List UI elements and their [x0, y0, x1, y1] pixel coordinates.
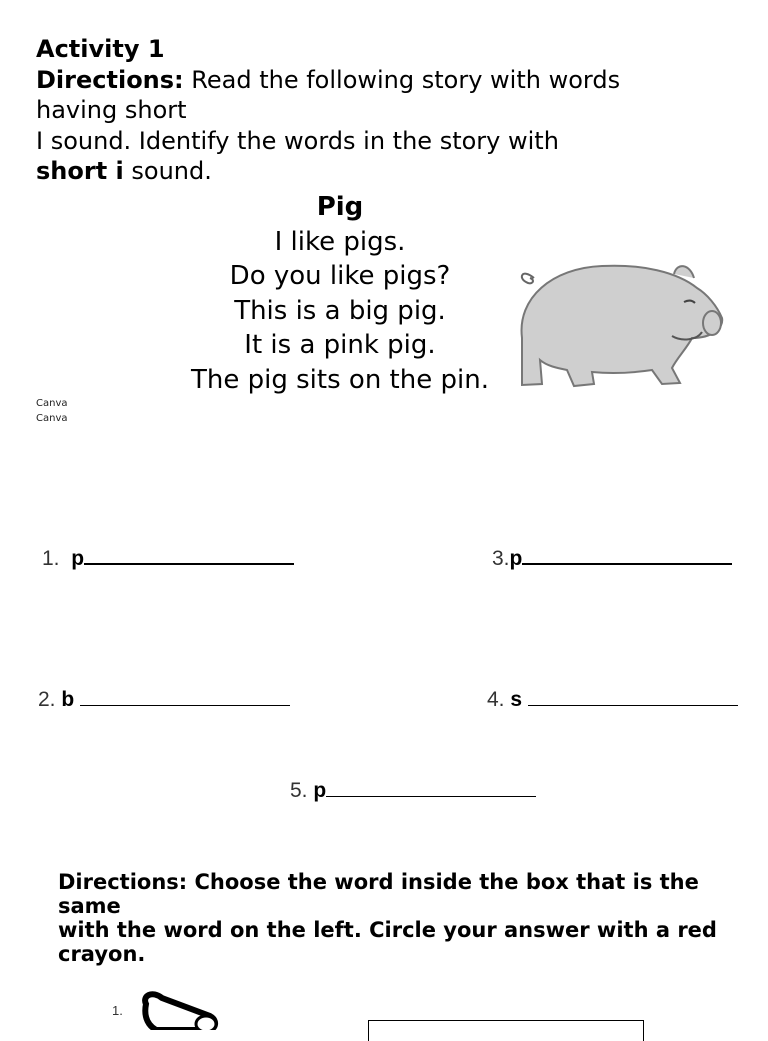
directions-1: Directions: Read the following story with words having short — [36, 65, 621, 124]
blank-item-3: 3.p — [492, 547, 732, 571]
story-line: This is a big pig. — [234, 295, 446, 326]
story — [140, 190, 540, 398]
image-credit: Canva — [36, 398, 68, 409]
blank-item-5: 5. p — [290, 779, 536, 803]
answer-line[interactable] — [80, 689, 290, 706]
pig-illustration-icon — [512, 258, 732, 393]
activity-header — [36, 34, 636, 187]
answer-line[interactable] — [528, 689, 738, 706]
answer-line[interactable] — [522, 547, 732, 565]
story-line: Do you like pigs? — [229, 261, 451, 292]
directions-2: Directions: Choose the word inside the box that is the same with the word on the left. Circle your answer with a red crayon. — [58, 870, 717, 966]
story-line: I like pigs. — [274, 226, 406, 257]
directions-label: Directions: — [36, 65, 184, 94]
answer-line[interactable] — [326, 780, 536, 797]
answer-line[interactable] — [84, 547, 294, 565]
crayon-illustration-icon — [140, 990, 230, 1030]
item-number: 1. — [112, 1003, 123, 1018]
activity-title: Activity 1 — [36, 35, 165, 63]
blank-item-4: 4. s — [487, 688, 738, 712]
answer-box — [368, 1020, 644, 1041]
story-title: Pig — [316, 192, 364, 222]
story-line: It is a pink pig. — [244, 330, 436, 361]
image-credit: Canva — [36, 413, 68, 424]
blank-item-2: 2. b — [38, 688, 290, 712]
story-line: The pig sits on the pin. — [191, 364, 489, 395]
blank-item-1: 1. p — [42, 547, 294, 571]
directions-1b: I sound. Identify the words in the story with short i sound. — [36, 126, 559, 185]
